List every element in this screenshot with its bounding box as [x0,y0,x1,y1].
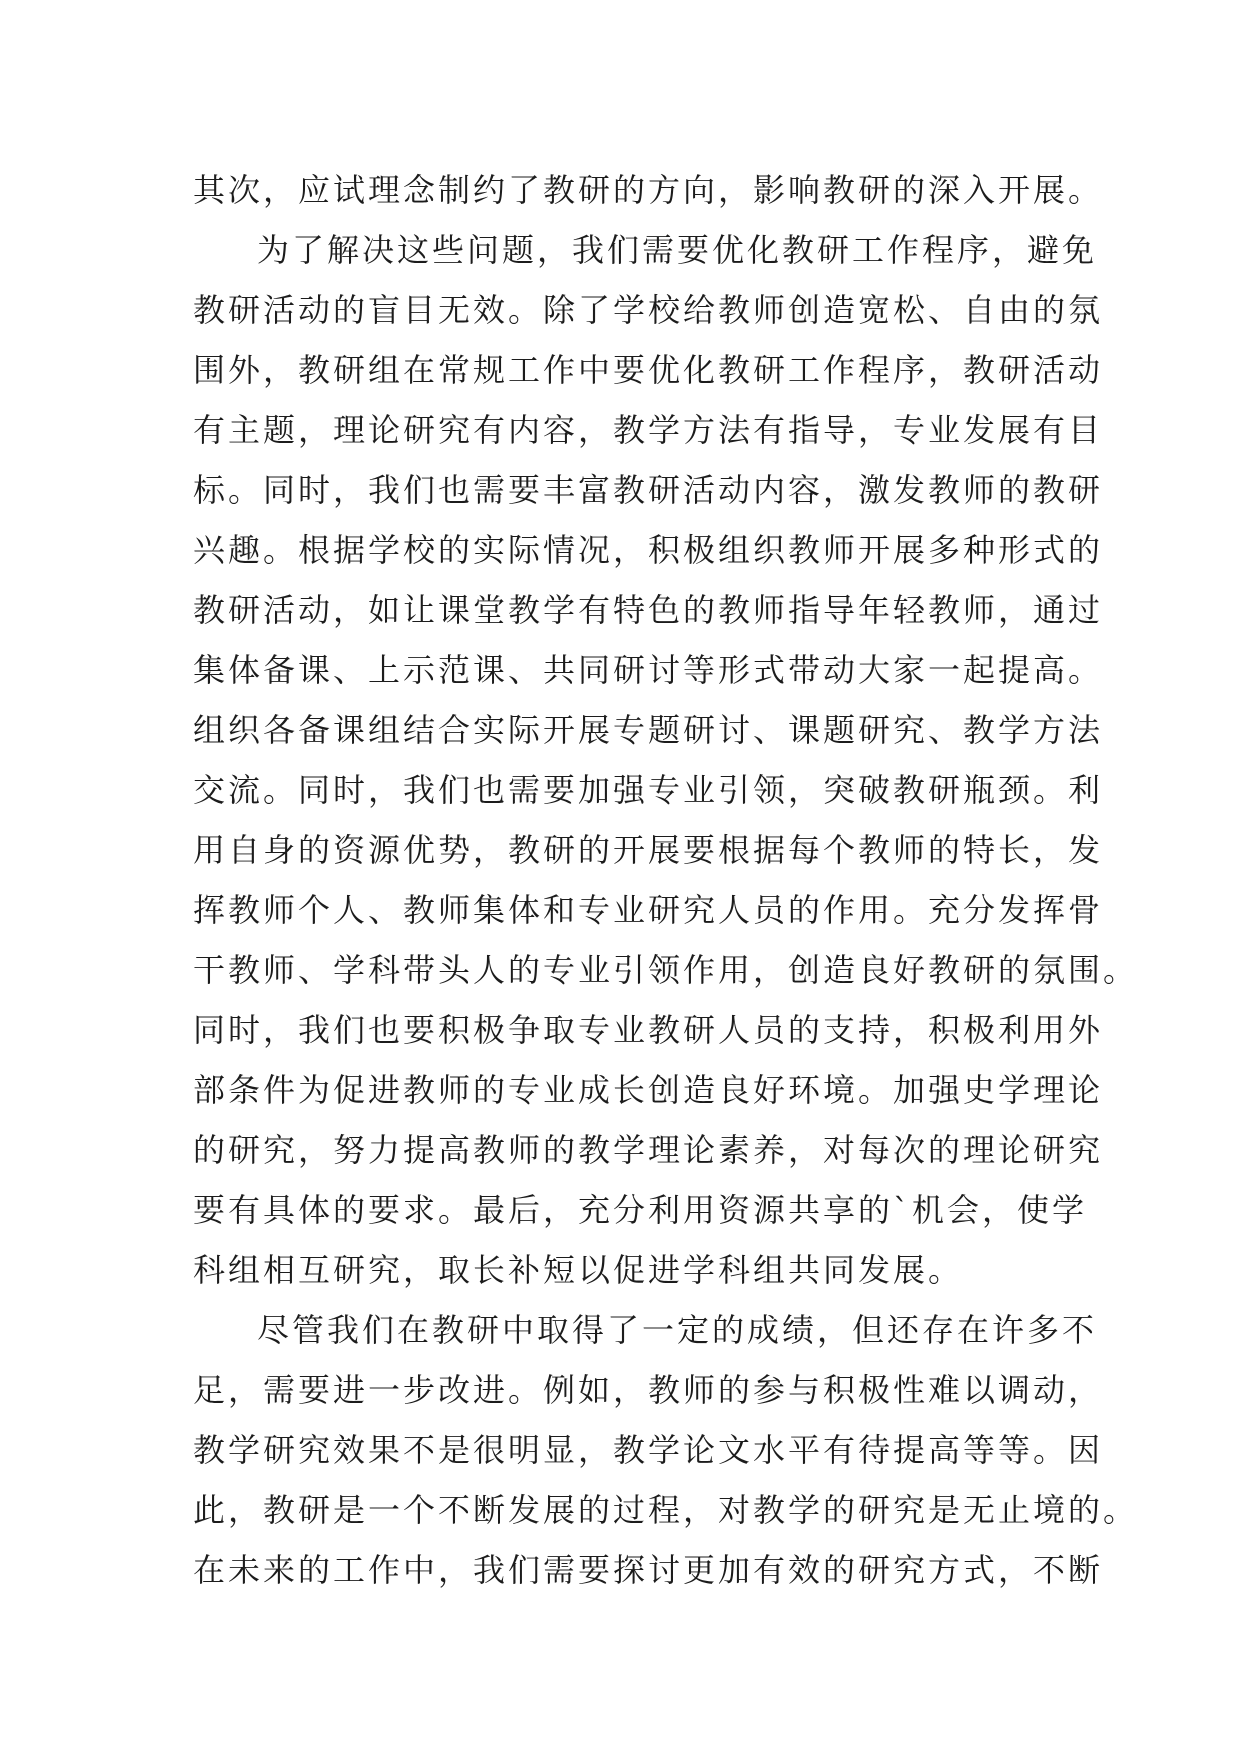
text-line: 此，教研是一个不断发展的过程，对教学的研究是无止境的。 [193,1491,1139,1529]
text-line: 在未来的工作中，我们需要探讨更加有效的研究方式，不断 [193,1551,1104,1589]
text-line: 科组相互研究，取长补短以促进学科组共同发展。 [193,1251,964,1289]
text-line: 的研究，努力提高教师的教学理论素养，对每次的理论研究 [193,1131,1104,1169]
text-line: 兴趣。根据学校的实际情况，积极组织教师开展多种形式的 [193,531,1104,569]
text-line: 集体备课、上示范课、共同研讨等形式带动大家一起提高。 [193,651,1104,689]
text-line: 围外，教研组在常规工作中要优化教研工作程序，教研活动 [193,351,1104,389]
text-line: 部条件为促进教师的专业成长创造良好环境。加强史学理论 [193,1071,1104,1109]
paragraph-first-line: 尽管我们在教研中取得了一定的成绩，但还存在许多不 [257,1311,1098,1349]
text-line: 挥教师个人、教师集体和专业研究人员的作用。充分发挥骨 [193,891,1104,929]
paragraph-first-line: 为了解决这些问题，我们需要优化教研工作程序，避免 [257,231,1098,269]
text-line: 交流。同时，我们也需要加强专业引领，突破教研瓶颈。利 [193,771,1104,809]
document-body [193,160,1139,1600]
text-line: 干教师、学科带头人的专业引领作用，创造良好教研的氛围。 [193,951,1139,989]
text-line: 同时，我们也要积极争取专业教研人员的支持，积极利用外 [193,1011,1104,1049]
text-line: 有主题，理论研究有内容，教学方法有指导，专业发展有目 [193,411,1104,449]
text-line: 教研活动，如让课堂教学有特色的教师指导年轻教师，通过 [193,591,1104,629]
text-line: 教学研究效果不是很明显，教学论文水平有待提高等等。因 [193,1431,1104,1469]
text-line: 要有具体的要求。最后，充分利用资源共享的`机会，使学 [193,1191,1088,1229]
text-line: 用自身的资源优势，教研的开展要根据每个教师的特长，发 [193,831,1104,869]
text-line: 组织各备课组结合实际开展专题研讨、课题研究、教学方法 [193,711,1104,749]
text-line: 标。同时，我们也需要丰富教研活动内容，激发教师的教研 [193,471,1104,509]
text-line: 教研活动的盲目无效。除了学校给教师创造宽松、自由的氛 [193,291,1104,329]
text-line: 足，需要进一步改进。例如，教师的参与积极性难以调动， [193,1371,1104,1409]
text-line: 其次，应试理念制约了教研的方向，影响教研的深入开展。 [193,171,1104,209]
